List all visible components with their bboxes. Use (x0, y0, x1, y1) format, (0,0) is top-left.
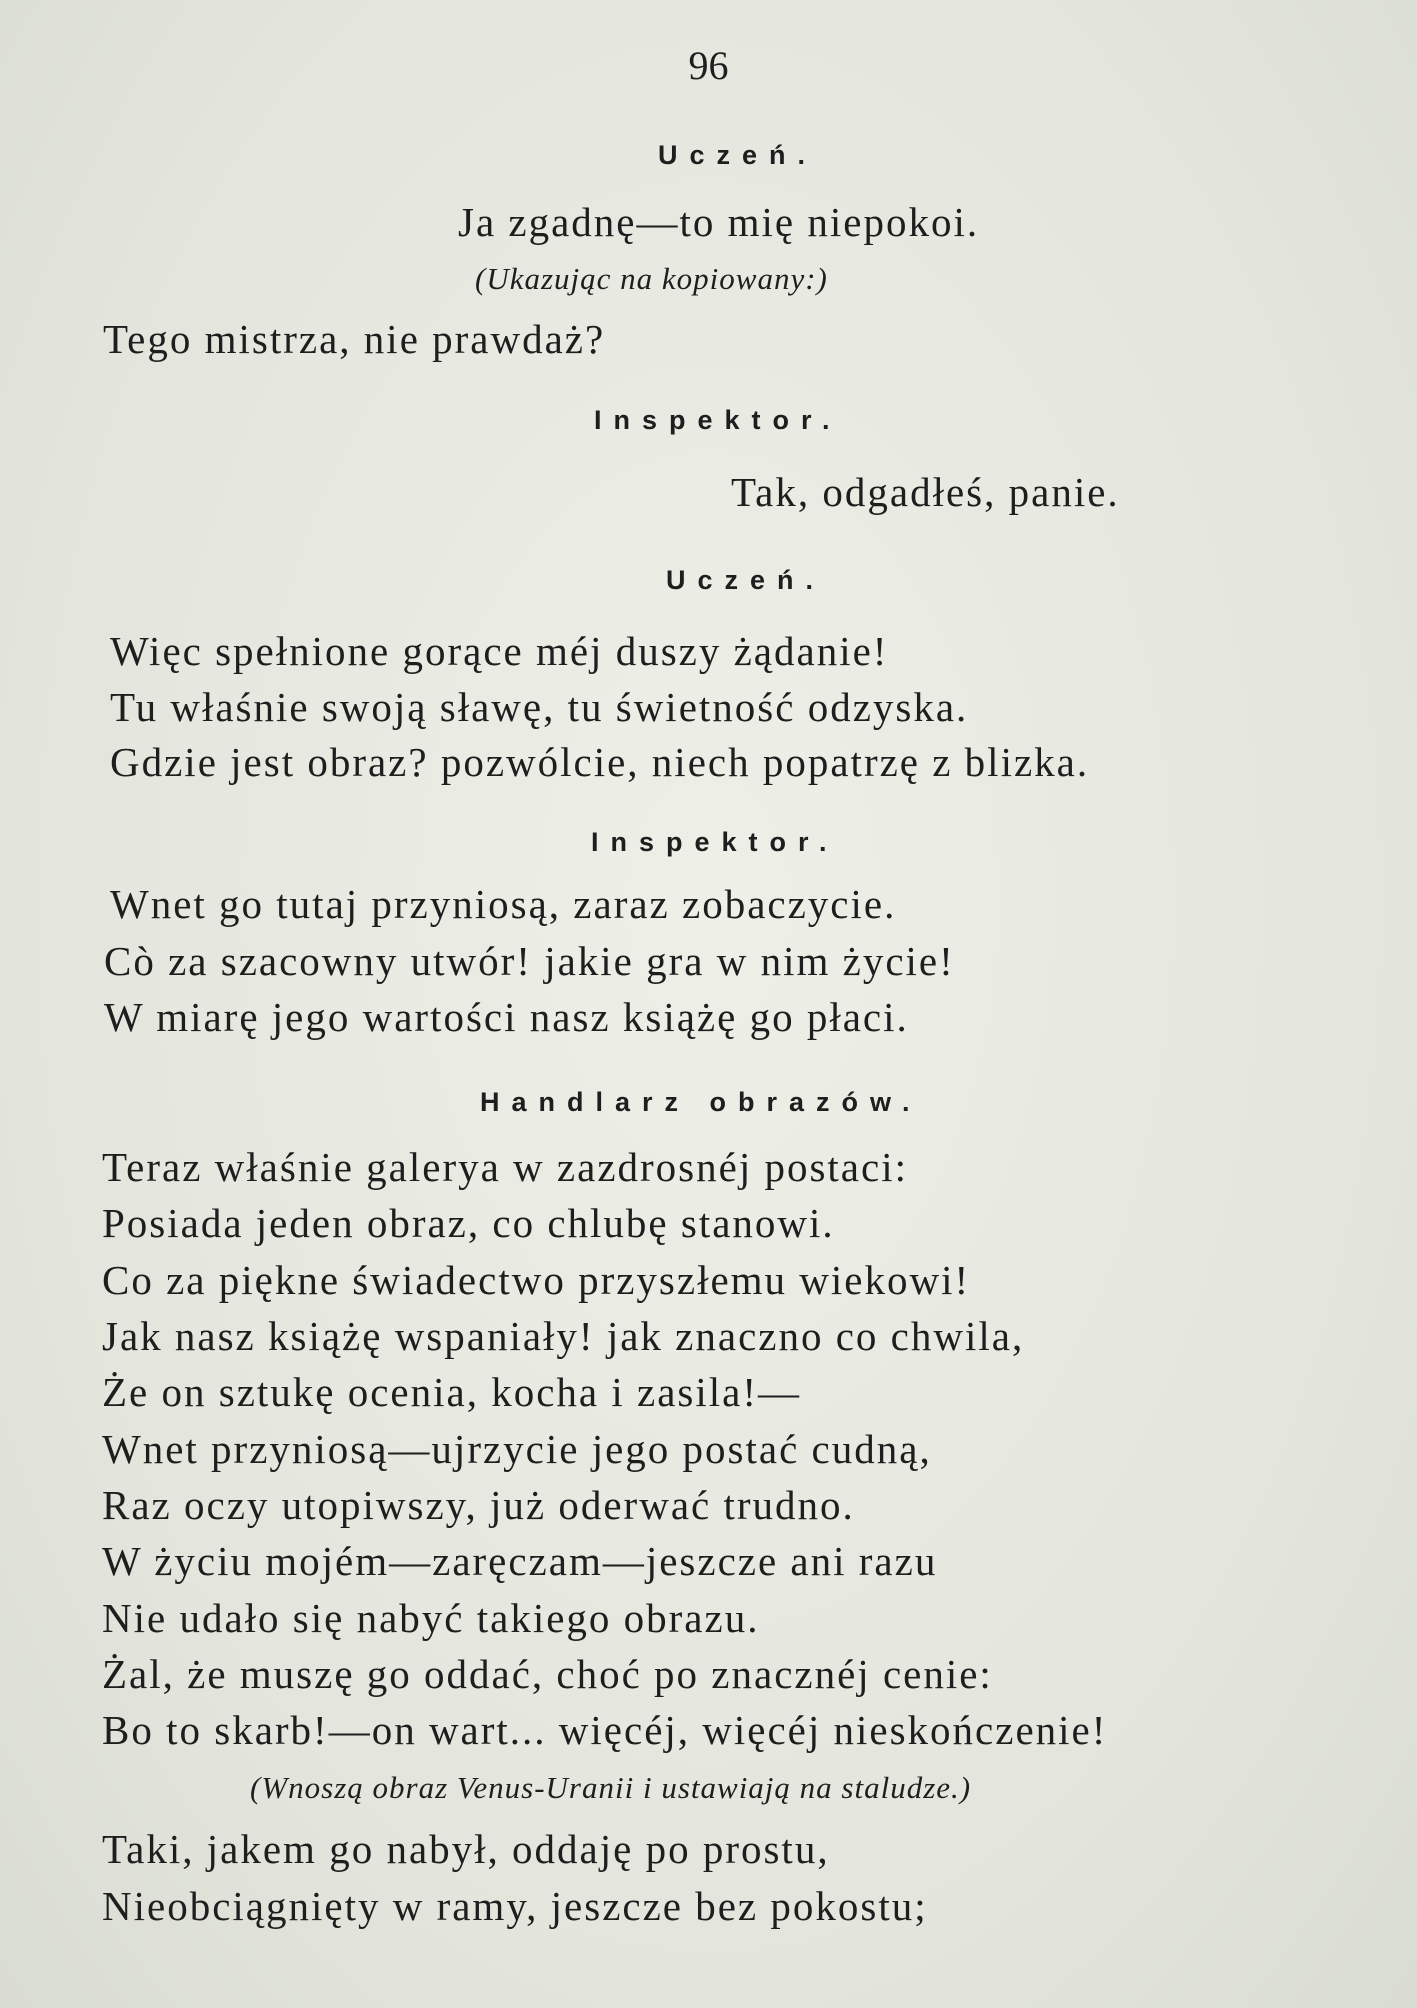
verse-line: Więc spełnione gorące méj duszy żądanie! (110, 628, 889, 674)
verse-line: Nie udało się nabyć takiego obrazu. (102, 1595, 760, 1641)
verse-line: Jak nasz książę wspaniały! jak znaczno co chwila, (102, 1313, 1025, 1359)
verse-line: Nieobciągnięty w ramy, jeszcze bez pokostu; (102, 1883, 928, 1929)
verse-line: W życiu mojém—zaręczam—jeszcze ani razu (102, 1538, 938, 1584)
verse-line: Wnet przyniosą—ujrzycie jego postać cudną, (102, 1426, 932, 1472)
page-number: 96 (688, 43, 729, 88)
verse-line: Żal, że muszę go oddać, choć po znacznéj cenie: (102, 1651, 993, 1697)
verse-line: Tego mistrza, nie prawdaż? (103, 316, 606, 362)
speaker-heading: Uczeń. (666, 565, 826, 595)
speaker-heading: Inspektor. (594, 405, 842, 435)
verse-line: Tak, odgadłeś, panie. (731, 469, 1120, 515)
speaker-heading: Uczeń. (658, 140, 818, 170)
verse-line: Co za piękne świadectwo przyszłemu wiekowi! (102, 1257, 971, 1303)
verse-line: Teraz właśnie galerya w zazdrosnéj postaci: (102, 1144, 908, 1190)
verse-line: Wnet go tutaj przyniosą, zaraz zobaczycie. (110, 881, 897, 927)
verse-line: Gdzie jest obraz? pozwólcie, niech popatrzę z blizka. (110, 739, 1090, 785)
stage-direction: (Wnoszą obraz Venus-Uranii i ustawiają na staludze.) (250, 1770, 972, 1805)
stage-direction: (Ukazując na kopiowany:) (475, 261, 828, 296)
verse-line: W miarę jego wartości nasz książę go płaci. (104, 994, 909, 1040)
verse-line: Ja zgadnę—to mię niepokoi. (458, 199, 980, 245)
speaker-heading: Handlarz obrazów. (480, 1087, 922, 1117)
verse-line: Że on sztukę ocenia, kocha i zasila!— (102, 1369, 801, 1415)
verse-line: Tu właśnie swoją sławę, tu świetność odzyska. (110, 684, 969, 730)
verse-line: Bo to skarb!—on wart... więcéj, więcéj nieskończenie! (102, 1707, 1108, 1753)
verse-line: Taki, jakem go nabył, oddaję po prostu, (102, 1826, 830, 1872)
verse-line: Posiada jeden obraz, co chlubę stanowi. (102, 1200, 835, 1246)
verse-line: Raz oczy utopiwszy, już oderwać trudno. (102, 1482, 855, 1528)
verse-line: Cò za szacowny utwór! jakie gra w nim życie! (104, 938, 955, 984)
speaker-heading: Inspektor. (591, 827, 839, 857)
